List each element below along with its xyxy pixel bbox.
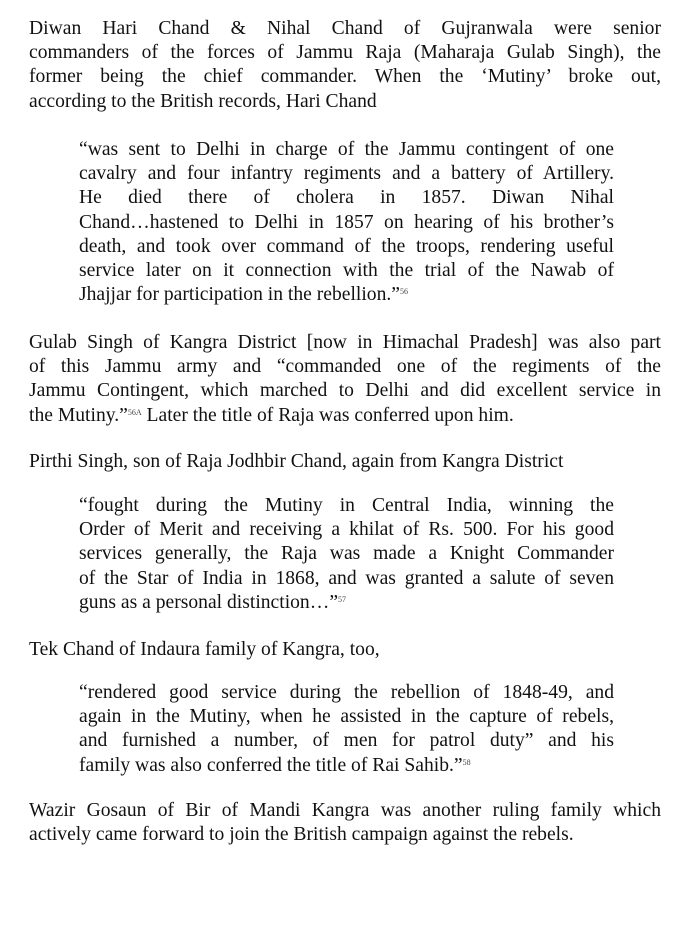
- paragraph-diwan-hari-chand: [29, 17, 661, 114]
- footnote-marker-57: 57: [338, 594, 347, 604]
- blockquote-tek-chand: [79, 681, 614, 778]
- quote-line: He died there of cholera in 1857. Diwan Nihal: [79, 187, 614, 209]
- quote-line: “was sent to Delhi in charge of the Jammu contingent of one: [79, 139, 614, 160]
- text-line: of this Jammu army and “commanded one of the regiments of the: [29, 356, 661, 378]
- paragraph-gulab-singh: [29, 331, 661, 428]
- quote-text: guns as a personal distinction…”: [79, 591, 339, 613]
- quote-line: [79, 283, 614, 307]
- text-line: Jammu Contingent, which marched to Delhi and did excellent service in: [29, 380, 661, 402]
- quote-line: service later on it connection with the trial of the Nawab of: [79, 260, 614, 282]
- quote-line: “fought during the Mutiny in Central India, winning the: [79, 495, 614, 516]
- text-line: commanders of the forces of Jammu Raja (Maharaja Gulab Singh), the: [29, 42, 661, 64]
- quote-line: of the Star of India in 1868, and was granted a salute of seven: [79, 567, 614, 589]
- quote-line: Chand…hastened to Delhi in 1857 on hearing of his brother’s: [79, 211, 614, 233]
- quote-line: [79, 754, 614, 778]
- paragraph-tek-chand: [29, 638, 661, 662]
- quote-text: Jhajjar for participation in the rebellion.”: [79, 284, 401, 306]
- text-line: former being the chief commander. When the ‘Mutiny’ broke out,: [29, 66, 661, 88]
- footnote-marker-58: 58: [462, 757, 471, 767]
- quote-line: death, and took over command of the troops, rendering useful: [79, 235, 614, 257]
- footnote-marker-56: 56: [400, 287, 409, 297]
- text-line: actively came forward to join the British campaign against the rebels.: [29, 824, 574, 846]
- paragraph-wazir-gosaun: [29, 799, 661, 847]
- text-fragment: Later the title of Raja was conferred upon him.: [141, 404, 514, 426]
- quote-line: cavalry and four infantry regiments and a battery of Artillery.: [79, 163, 614, 185]
- blockquote-hari-chand: [79, 138, 614, 307]
- paragraph-pirthi-singh: [29, 450, 661, 474]
- text-line: Tek Chand of Indaura family of Kangra, too,: [29, 639, 380, 660]
- quote-line: “rendered good service during the rebellion of 1848-49, and: [79, 682, 614, 703]
- quote-text: family was also conferred the title of Rai Sahib.”: [79, 754, 463, 776]
- footnote-marker-56a: 56A: [127, 407, 142, 417]
- quote-line: and furnished a number, of men for patrol duty” and his: [79, 730, 614, 752]
- text-line: Pirthi Singh, son of Raja Jodhbir Chand, again from Kangra District: [29, 451, 564, 472]
- blockquote-pirthi-singh: [79, 494, 614, 615]
- quote-line: again in the Mutiny, when he assisted in the capture of rebels,: [79, 706, 614, 728]
- quote-line: Order of Merit and receiving a khilat of Rs. 500. For his good: [79, 519, 614, 541]
- quote-line: [79, 591, 614, 615]
- text-line: Gulab Singh of Kangra District [now in Himachal Pradesh] was also part: [29, 332, 661, 353]
- text-line: [29, 404, 661, 428]
- text-fragment: the Mutiny.”: [29, 404, 128, 426]
- text-line: according to the British records, Hari Chand: [29, 90, 377, 112]
- text-line: Wazir Gosaun of Bir of Mandi Kangra was another ruling family which: [29, 800, 661, 821]
- quote-line: services generally, the Raja was made a Knight Commander: [79, 543, 614, 565]
- text-line: Diwan Hari Chand & Nihal Chand of Gujranwala were senior: [29, 18, 661, 39]
